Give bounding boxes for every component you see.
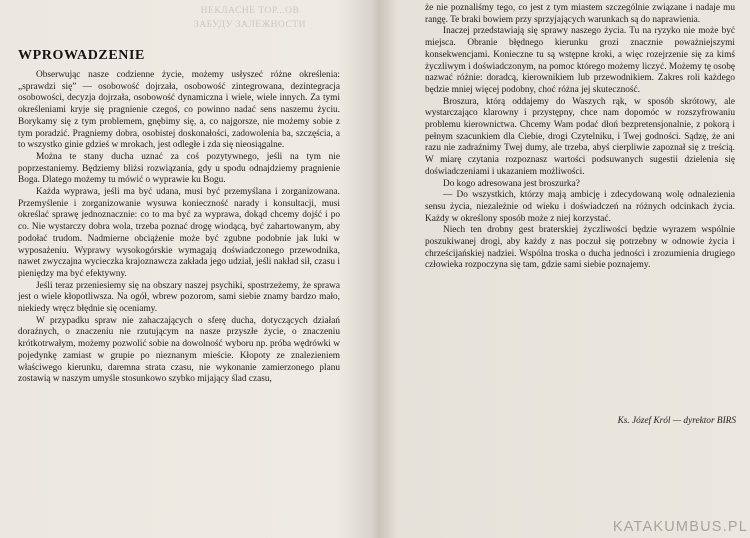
paragraph: Broszura, którą oddajemy do Waszych rąk, w sposób skrótowy, ale wystarczająco klarowny i przystępny, chce nam dopomóc w rozszyfrowaniu problemu kierownictwa. Chcemy Wam podać dłoń bezpretensjonalnie, z pokorą i pełnym szacunkiem dla Ciebie, drogi Czytelniku, i Twej godności. Sądzę, że ani razu nie zadraźnimy Twej dumy, ale trzeba, abyś cierpliwie zapoznał się z treścią. W miarę czytania rozpoznasz wartości podsuwanych sugestii dzielenia się doświadczeniami i ukazaniem możliwości. (425, 96, 735, 177)
left-body-text (18, 70, 340, 386)
bleed-through-line: ЗАБУДУ ЗАЛЕЖНОСТИ (194, 20, 306, 30)
paragraph-continuation: że nie poznaliśmy tego, co jest z tym miastem szczególnie związane i nadaje mu rangę. Te braki bowiem przy sprzyjających warunkach są do naprawienia. (425, 3, 735, 25)
paragraph: Niech ten drobny gest braterskiej życzliwości będzie wyrazem wspólnie poszukiwanej drogi, aby każdy z nas poczuł się potrzebny w odnowie życia i chrześcijańskiej nadziei. Wspólna troska o ducha jedności i zrozumienia drugiego człowieka rozpoczyna się tam, gdzie sami siebie poznajemy. (425, 225, 735, 271)
chapter-heading: WPROWADZENIE (18, 48, 145, 63)
paragraph-question: Do kogo adresowana jest broszurka? (443, 178, 580, 189)
bleed-through-text (150, 4, 350, 32)
paragraph: Jeśli teraz przeniesiemy się na obszary naszej psychiki, spostrzeżemy, że sprawa jest o wiele kłopotliwsza. Na ogół, wbrew pozorom, sami siebie znamy bardzo mało, niekiedy wręcz błędnie się oceniamy. (18, 280, 340, 315)
left-page (0, 0, 373, 538)
paragraph: — Do wszystkich, którzy mają ambicję i zdecydowaną wolę odnalezienia sensu życia, niezależnie od wieku i doświadczeń na różnych odcinkach życia. Każdy w określony sposób może z niej korzystać. (425, 190, 735, 224)
site-watermark: KATAKUMBUS.PL (612, 519, 748, 535)
paragraph: Obserwując nasze codzienne życie, możemy usłyszeć różne określenia: „sprawdzi się” — osobowość dojrzała, osobowość zintegrowana, dezintegracja osobowości, decyzja dojrzała, osobowość dynamiczna i wiele, wiele innych. Za tymi określeniami kryje się pragnienie czegoś, co powinno nadać sens naszemu życiu. Borykamy się z tym problemem, gnębimy się, a, co najgorsze, nie możemy sobie z tym poradzić. Pragniemy dobra, osobistej doskonałości, zadowolenia ba, szczęścia, a to wszystko ginie gdzieś w mrokach, jest odległe i zda się nieosiągalne. (18, 70, 340, 151)
paragraph: W przypadku spraw nie zahaczających o sferę ducha, dotyczących działań doraźnych, o znaczeniu nie rzutującym na nasze przyszłe życie, o znaczeniu krótkotrwałym, możemy pozwolić sobie na dowolność wyboru np. próba wędrówki w pojedynkę zamiast w grupie po nieznanym mieście. Kłopoty ze znalezieniem właściwego kierunku, daremna strata czasu, nie wykonanie zamierzonego planu zostawią w naszym umyśle stosunkowo szybko mijający ślad czasu, (18, 315, 340, 385)
right-page (380, 0, 750, 538)
paragraph: Każda wyprawa, jeśli ma być udana, musi być przemyślana i zorganizowana. Przemyślenie i zorganizowanie wysuwa konieczność narady i konsultacji, musi określać sprawę jednoznacznie: co to ma być za wyprawa, dokąd chcemy dojść i po co. Nie wystarczy dobra wola, trzeba poznać drogę wiodącą, być zahartowanym, aby podołać trudom. Nadmierne obciążenie może być zgubne podobnie jak luki w wyposażeniu. Wyprawy wysokogórskie wymagają doświadczonego przewodnika, nawet zwyczajna wycieczka krajoznawcza zakłada jego udział, jeśli nakład sił, czasu i pieniędzy ma być efektywny. (18, 187, 340, 279)
paragraph: Inaczej przedstawiają się sprawy naszego życia. Tu na ryzyko nie może być miejsca. Obranie błędnego kierunku grozi znacznie poważniejszymi konsekwencjami. Konieczne tu są wstępne kroki, a więc rozejrzenie się za kimś życzliwym i doświadczonym, na pomoc którego możemy liczyć. Możemy tę osobę nazwać różnie: doradcą, kierownikiem lub przewodnikiem. Zakres roli każdego będzie mniej więcej podobny, choć różna jej skuteczność. (425, 26, 735, 95)
paragraph: Można te stany ducha uznać za coś pozytywnego, jeśli na tym nie poprzestaniemy. Będziemy bliżsi rozwiązania, gdy u spodu odnajdziemy pragnienie Boga. Dlatego możemy tu mówić o wyprawie ku Bogu. (18, 151, 340, 186)
bleed-through-line: НЕКЛАСНЕ ТОР...ОВ (200, 6, 300, 16)
right-body-text (425, 3, 735, 272)
author-signature: Ks. Józef Król — dyrektor BIRS (617, 416, 736, 426)
